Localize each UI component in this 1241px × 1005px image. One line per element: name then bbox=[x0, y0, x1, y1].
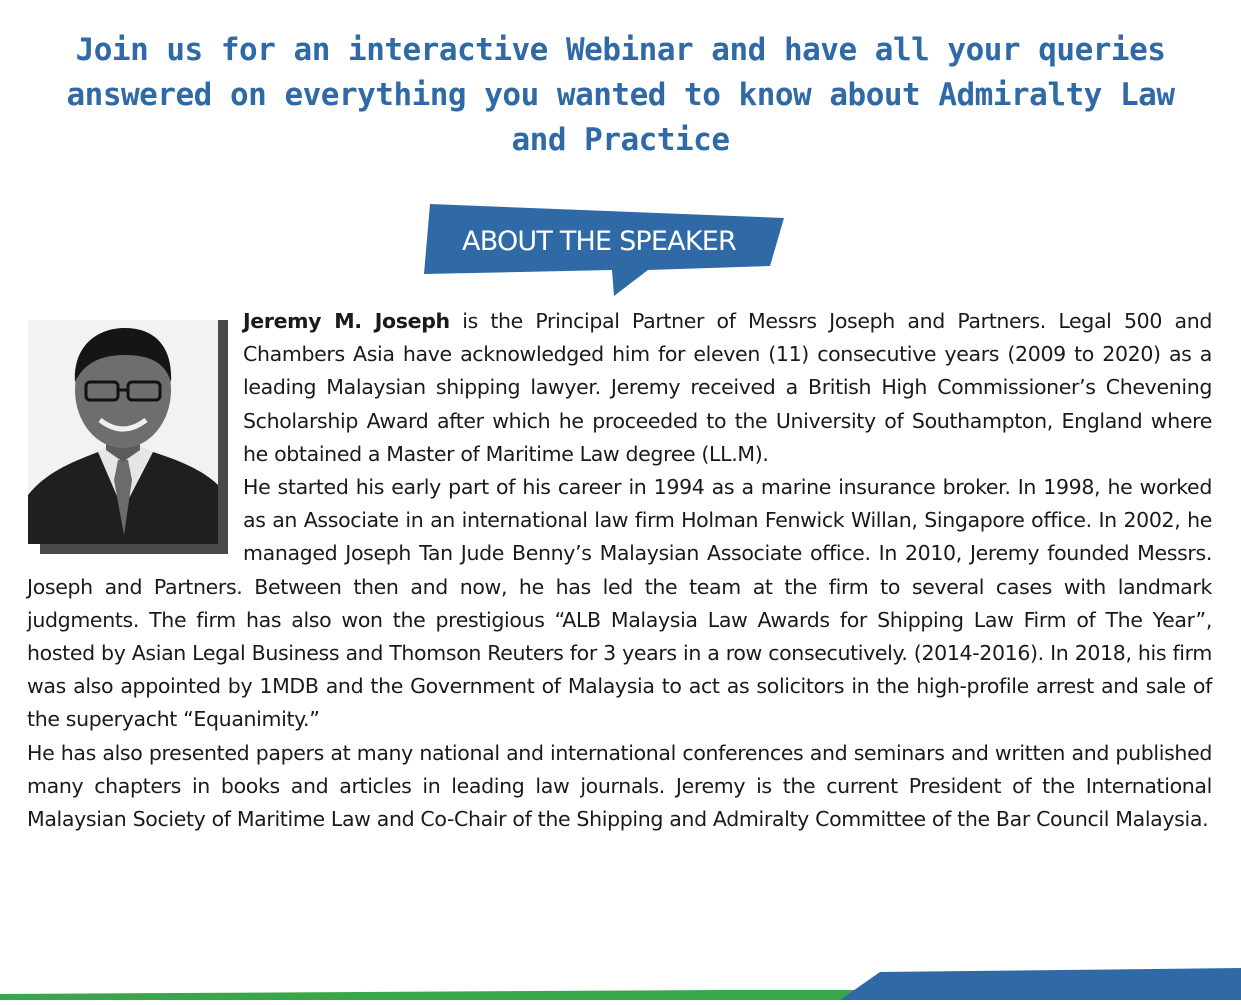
section-label: ABOUT THE SPEAKER bbox=[462, 226, 736, 257]
speaker-name: Jeremy M. Joseph bbox=[243, 309, 450, 333]
footer-stripes bbox=[0, 960, 1241, 1000]
bio-intro-text: is the Principal Partner of Messrs Joseph and Partners. Legal 500 and Chambers Asia have acknowledged him for eleven (11) consecutive years (2009 to 2020) as a leading Malaysian shipping lawyer. Jeremy received a British High Commissioner’s Chevening Scholarship Award after which he proceeded to the University of Southampton, England where he obtained a Master of Maritime Law degree (LL.M). bbox=[243, 309, 1212, 466]
footer-decoration bbox=[0, 960, 1241, 1000]
bio-paragraph-activities: He has also presented papers at many national and international conferences and seminars and written and published many chapters in books and articles in leading law journals. Jeremy is the current President of the International Malaysian Society of Maritime Law and Co-Chair of the Shipping and Admiralty Committee of the Bar Council Malaysia. bbox=[27, 740, 1212, 832]
webinar-headline: Join us for an interactive Webinar and have all your queries answered on everything you wanted to know about Admiralty Law and Practice bbox=[66, 32, 1175, 158]
speaker-bio bbox=[27, 305, 1212, 836]
photo-spacer bbox=[27, 305, 243, 567]
bio-paragraph-career: He started his early part of his career in 1994 as a marine insurance broker. In 1998, he worked as an Associate in an international law firm Holman Fenwick Willan, Singapore office. In 2002, he managed Joseph Tan Jude Benny’s Malaysian Associate office. In 2010, Jeremy founded Messrs. Joseph and Partners. Between then and now, he has led the team at the firm to several cases with landmark judgments. The firm has also won the prestigious “ALB Malaysia Law Awards for Shipping Law Firm of The Year”, hosted by Asian Legal Business and Thomson Reuters for 3 years in a row consecutively. (2014-2016). In 2018, his firm was also appointed by 1MDB and the Government of Malaysia to act as solicitors in the high-profile arrest and sale of the superyacht “Equanimity.” bbox=[27, 475, 1212, 732]
section-banner bbox=[424, 204, 786, 300]
